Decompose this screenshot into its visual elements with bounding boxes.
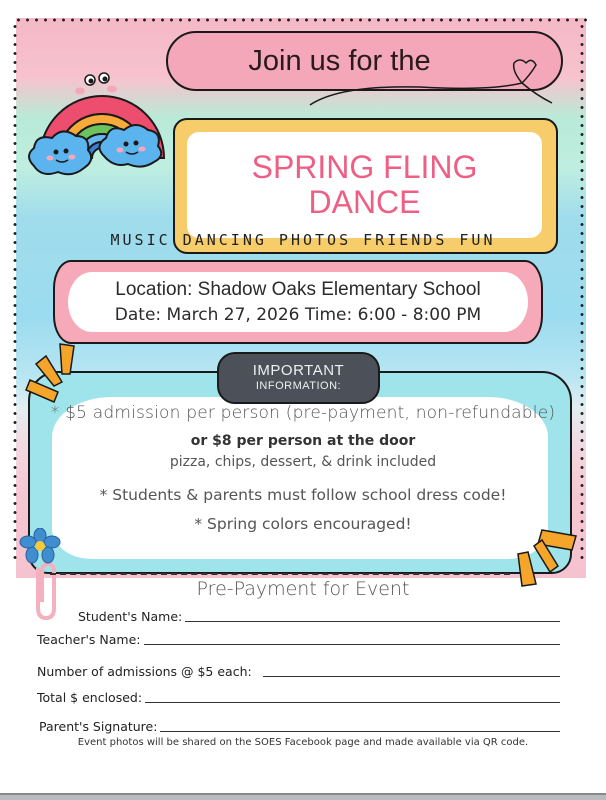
important-info-badge bbox=[217, 352, 380, 404]
perforation-top bbox=[14, 18, 588, 22]
event-date-time: Date: March 27, 2026 Time: 6:00 - 8:00 PM bbox=[114, 305, 482, 326]
event-details-frame bbox=[53, 260, 543, 344]
photos-footnote: Event photos will be shared on the SOES Facebook page and made available via QR code. bbox=[77, 737, 529, 748]
student-name-field[interactable] bbox=[185, 621, 560, 622]
perforation-right bbox=[580, 22, 584, 562]
heart-doodle-icon bbox=[300, 55, 560, 115]
event-title-line-1: SPRING FLING bbox=[251, 149, 478, 186]
scan-bottom-edge bbox=[0, 795, 606, 800]
total-enclosed-label: Total $ enclosed: bbox=[37, 690, 143, 705]
teacher-name-field[interactable] bbox=[144, 644, 561, 645]
admission-price-prepay: * $5 admission per person (pre-payment, non-refundable) bbox=[50, 403, 556, 423]
admissions-count-row bbox=[37, 664, 560, 679]
badge-line-1: IMPORTANT bbox=[252, 362, 345, 380]
event-title-line-2: DANCE bbox=[308, 184, 421, 220]
badge-line-2: INFORMATION: bbox=[255, 379, 342, 392]
form-title: Pre-Payment for Event bbox=[196, 578, 410, 600]
event-location: Location: Shadow Oaks Elementary School bbox=[115, 278, 481, 300]
admission-price-door: or $8 per person at the door bbox=[190, 433, 416, 449]
parent-signature-row bbox=[39, 719, 560, 734]
teacher-name-row bbox=[37, 632, 560, 647]
food-included-note: pizza, chips, dessert, & drink included bbox=[169, 454, 437, 470]
spring-colors-note: * Spring colors encouraged! bbox=[194, 515, 412, 533]
total-enclosed-field[interactable] bbox=[145, 702, 560, 703]
rainbow-with-clouds-icon bbox=[22, 48, 172, 183]
activities-tagline: MUSIC DANCING PHOTOS FRIENDS FUN bbox=[110, 231, 496, 249]
cut-line bbox=[50, 573, 510, 575]
perforation-left bbox=[13, 22, 17, 562]
parent-signature-label: Parent's Signature: bbox=[39, 719, 158, 734]
event-details-panel bbox=[68, 272, 528, 332]
student-name-label: Student's Name: bbox=[78, 609, 183, 624]
intro-text: Join us for the bbox=[248, 44, 431, 77]
total-enclosed-row bbox=[37, 690, 560, 705]
parent-signature-field[interactable] bbox=[160, 731, 560, 732]
student-name-row bbox=[78, 609, 560, 624]
teacher-name-label: Teacher's Name: bbox=[37, 632, 141, 647]
dress-code-note: * Students & parents must follow school dress code! bbox=[99, 486, 507, 504]
admissions-count-label: Number of admissions @ $5 each: bbox=[37, 664, 252, 679]
admissions-count-field[interactable] bbox=[263, 676, 560, 677]
exclamation-burst-icon bbox=[22, 340, 82, 405]
title-panel bbox=[187, 132, 542, 238]
